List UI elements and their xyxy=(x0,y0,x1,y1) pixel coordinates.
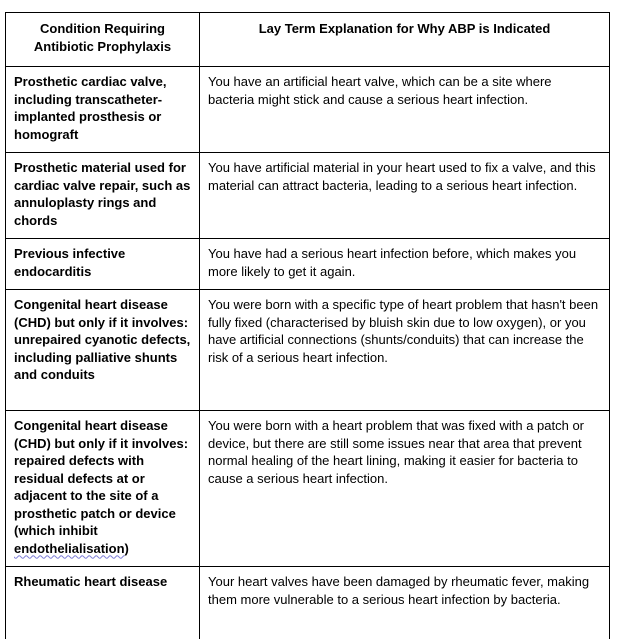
explanation-cell: Your heart valves have been damaged by rheumatic fever, making them more vulnerable to a serious heart infection by bacteria. xyxy=(200,567,610,639)
header-row xyxy=(6,13,610,67)
table-row xyxy=(6,567,610,639)
condition-cell: Rheumatic heart disease xyxy=(6,567,200,639)
condition-cell: Prosthetic cardiac valve, including transcatheter-implanted prosthesis or homograft xyxy=(6,67,200,153)
explanation-cell: You have had a serious heart infection before, which makes you more likely to get it again. xyxy=(200,239,610,290)
explanation-cell: You were born with a heart problem that was fixed with a patch or device, but there are still some issues near that area that prevent normal healing of the heart lining, making it easier for bacteria to cause a serious heart infection. xyxy=(200,411,610,567)
explanation-cell: You were born with a specific type of heart problem that hasn't been fully fixed (characterised by bluish skin due to low oxygen), or you have artificial connections (shunts/conduits) that can increase the risk of a serious heart infection. xyxy=(200,290,610,411)
table-row xyxy=(6,290,610,411)
condition-cell: Previous infective endocarditis xyxy=(6,239,200,290)
header-explanation: Lay Term Explanation for Why ABP is Indicated xyxy=(200,13,610,67)
table-row xyxy=(6,411,610,567)
table-row xyxy=(6,239,610,290)
table-row xyxy=(6,153,610,239)
condition-cell: Congenital heart disease (CHD) but only if it involves: unrepaired cyanotic defects, including palliative shunts and conduits xyxy=(6,290,200,411)
explanation-cell: You have artificial material in your heart used to fix a valve, and this material can attract bacteria, leading to a serious heart infection. xyxy=(200,153,610,239)
abp-table xyxy=(5,12,610,639)
explanation-cell: You have an artificial heart valve, which can be a site where bacteria might stick and cause a serious heart infection. xyxy=(200,67,610,153)
condition-text: Congenital heart disease (CHD) but only if it involves: repaired defects with residual defects at or adjacent to the site of a prosthetic patch or device (which inhibit xyxy=(14,418,189,538)
header-condition: Condition Requiring Antibiotic Prophylaxis xyxy=(6,13,200,67)
table-row xyxy=(6,67,610,153)
condition-cell: Prosthetic material used for cardiac valve repair, such as annuloplasty rings and chords xyxy=(6,153,200,239)
spellcheck-marked-word[interactable]: endothelialisation xyxy=(14,540,125,556)
condition-text-tail: ) xyxy=(124,540,129,556)
condition-cell xyxy=(6,411,200,567)
